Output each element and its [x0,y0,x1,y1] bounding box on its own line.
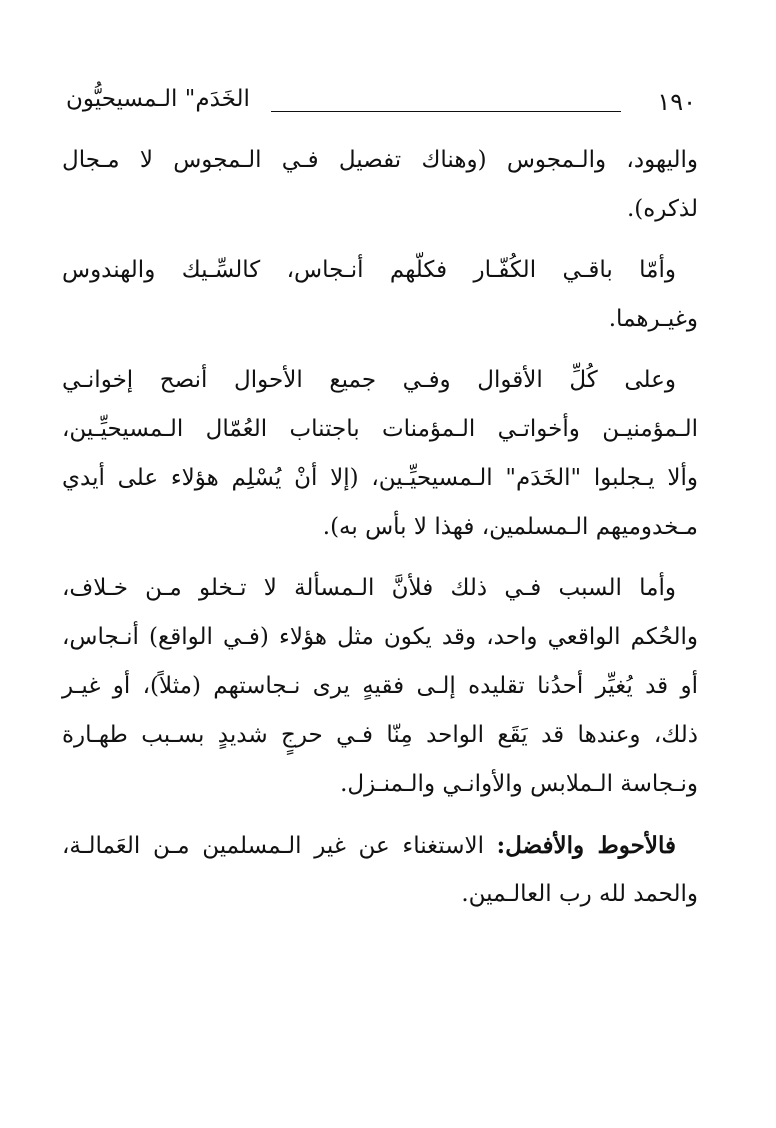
text-line: وأما السبب فـي ذلك فلأنَّ الـمسألة لا تـخلو مـن خـلاف، [62,575,676,601]
text-line [62,821,698,870]
text-line: الـمؤمنيـن وأخواتـي الـمؤمنات باجتناب العُمّال الـمسيحيِّـين، [62,416,698,442]
text-line: وأمّا باقـي الكُفّـار فكلّهم أنـجاس، كالسِّـيك والهندوس [62,257,676,283]
text-segment: الاستغناء عن غير الـمسلمين مـن العَمالـة، [62,833,497,859]
body-text [62,136,698,931]
emphasis-lead: فالأحوط والأفضل: [496,832,676,859]
paragraph-2 [62,246,698,344]
paragraph-5 [62,821,698,919]
text-line: والحمد لله رب العالـمين. [461,881,698,907]
text-line: وألا يـجلبوا "الخَدَم" الـمسيحيِّـين، (إلا أنْ يُسْلِم هؤلاء على أيدي [62,465,698,491]
text-line: أو قد يُغيِّر أحدُنا تقليده إلـى فقيهٍ يرى نـجاستهم (مثلاً)، أو غيـر [62,673,698,699]
text-line: مـخدوميهم الـمسلمين، فهذا لا بأس به). [322,514,698,540]
page-number: ١٩٠ [657,88,696,116]
text-line: وغيـرهما. [608,306,698,332]
text-line: وعلى كُلِّ الأقوال وفـي جميع الأحوال أنصح إخوانـي [62,367,676,393]
running-title: الخَدَم" الـمسيحيُّون [66,86,250,112]
page-header [66,86,696,122]
header-rule [271,111,621,112]
paragraph-3 [62,356,698,552]
text-line: لذكره). [626,196,698,222]
text-line: واليهود، والـمجوس (وهناك تفصيل فـي الـمجوس لا مـجال [62,147,698,173]
text-line: والحُكم الواقعي واحد، وقد يكون مثل هؤلاء (فـي الواقع) أنـجاس، [62,624,698,650]
text-line: ذلك، وعندها قد يَقَع الواحد مِنّا فـي حرجٍ شديدٍ بسـبب طهـارة [62,722,698,748]
text-line: ونـجاسة الـملابس والأوانـي والـمنـزل. [340,771,698,797]
paragraph-4 [62,564,698,809]
paragraph-1 [62,136,698,234]
